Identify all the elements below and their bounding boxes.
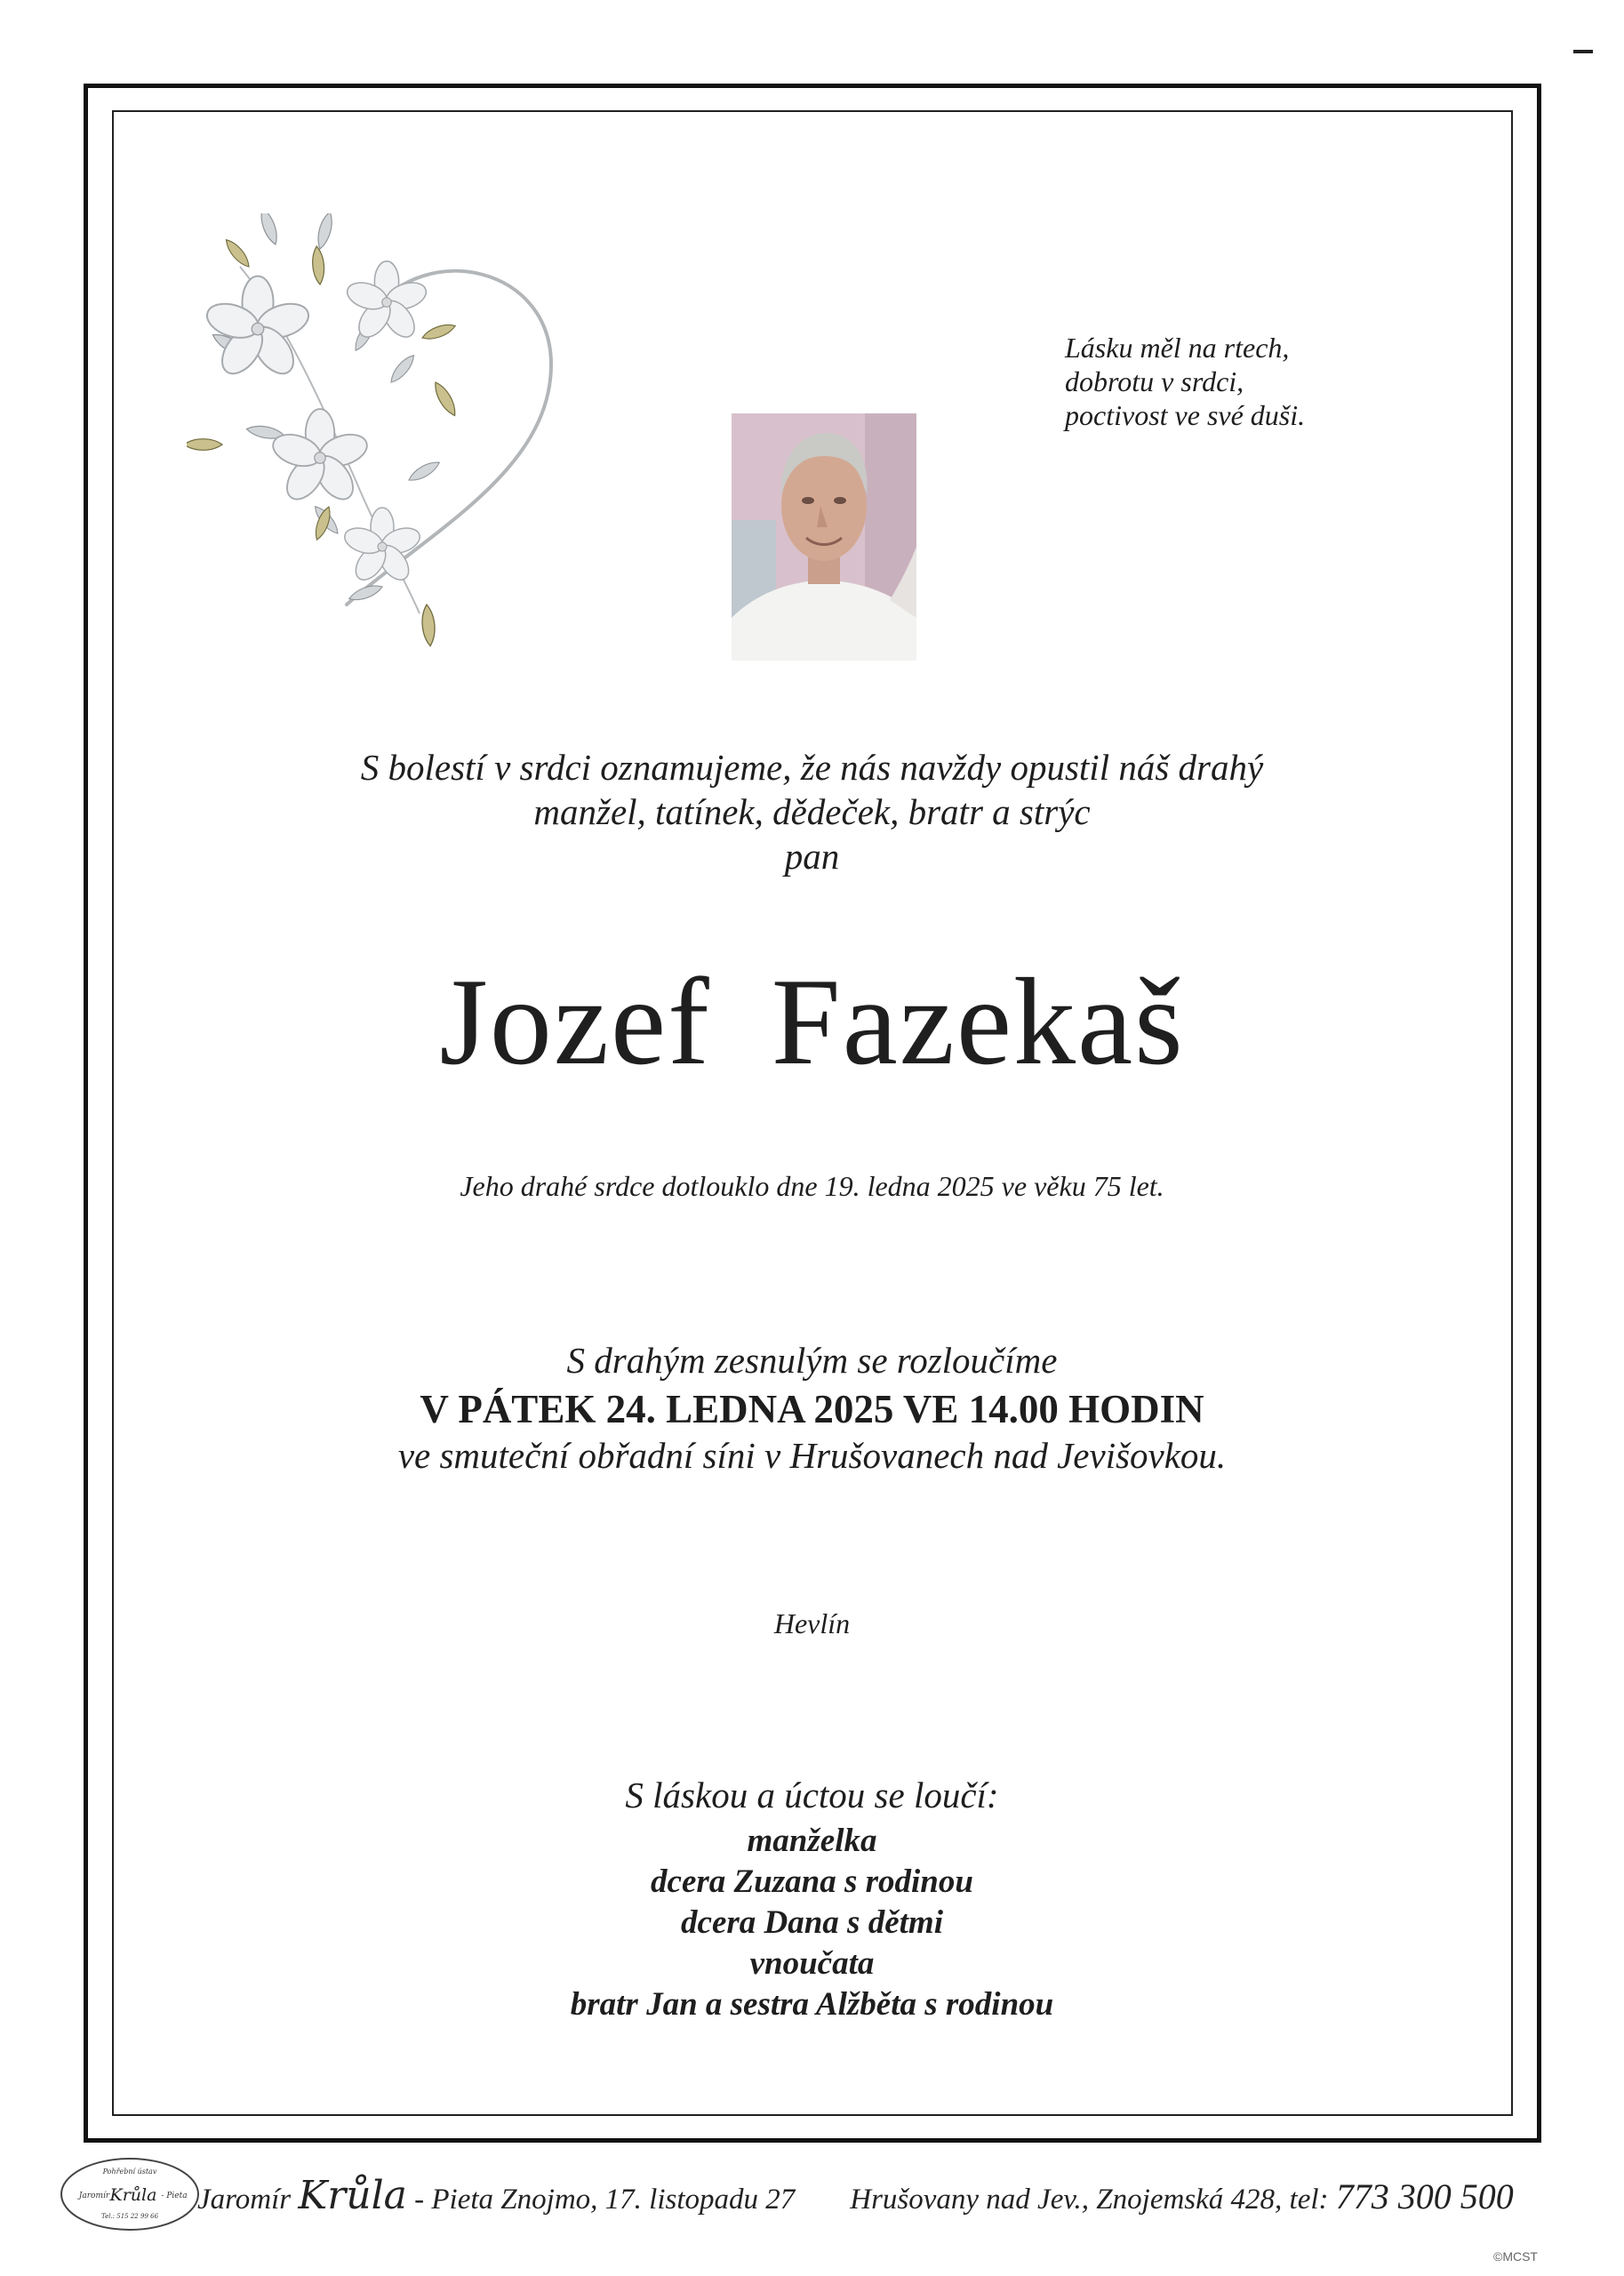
quote-line: poctivost ve své duši. xyxy=(1065,399,1306,431)
funeral-home-logo xyxy=(59,2156,201,2232)
mourner-item: dcera Zuzana s rodinou xyxy=(651,1863,973,1900)
farewell-lead: S láskou a úctou se loučí: xyxy=(625,1775,999,1815)
logo-top-text: Pohřební ústav xyxy=(102,2168,157,2176)
footer-address-znojmo: Znojmo, 17. listopadu 27 xyxy=(500,2184,796,2216)
copyright-mark: ©MCST xyxy=(1493,2249,1538,2264)
ceremony-date-time: V PÁTEK 24. LEDNA 2025 VE 14.00 HODIN xyxy=(420,1387,1204,1431)
intro-line: pan xyxy=(784,836,840,877)
mourner-item: bratr Jan a sestra Alžběta s rodinou xyxy=(570,1986,1054,2023)
footer-brand: Krůla xyxy=(298,2173,407,2218)
first-name: Jozef xyxy=(439,953,711,1091)
mourners-list xyxy=(178,1821,1446,2025)
mourner-item: vnoučata xyxy=(749,1945,875,1982)
intro-line: S bolestí v srdci oznamujeme, že nás navždy opustil náš drahý xyxy=(360,747,1264,788)
logo-left-text: Jaromír xyxy=(78,2192,110,2200)
memorial-quote xyxy=(1065,331,1420,432)
logo-right-text: - Pieta xyxy=(161,2192,188,2200)
logo-brand: Krůla xyxy=(109,2185,157,2205)
last-name: Fazekaš xyxy=(771,953,1185,1091)
footer-phone: 773 300 500 xyxy=(1335,2176,1514,2216)
logo-phone: Tel.: 515 22 99 66 xyxy=(100,2213,159,2220)
deceased-name xyxy=(178,951,1446,1094)
mourner-item: dcera Dana s dětmi xyxy=(681,1904,943,1941)
corner-mark xyxy=(1573,50,1593,53)
intro-line: manžel, tatínek, dědeček, bratr a strýc xyxy=(533,791,1091,832)
deceased-portrait xyxy=(732,413,916,661)
footer-contact xyxy=(197,2175,1584,2221)
ceremony-lead: S drahým zesnulým se rozloučíme xyxy=(566,1340,1058,1381)
quote-line: dobrotu v srdci, xyxy=(1065,365,1244,397)
quote-line: Lásku měl na rtech, xyxy=(1065,332,1290,364)
announcement-intro xyxy=(178,745,1446,878)
footer-suffix: - Pieta xyxy=(414,2184,494,2216)
footer-owner: Jaromír xyxy=(197,2184,292,2216)
death-notice: Jeho drahé srdce dotlouklo dne 19. ledna 2025 ve věku 75 let. xyxy=(460,1170,1164,1202)
floral-heart-decoration xyxy=(187,213,649,676)
village-name: Hevlín xyxy=(773,1607,851,1639)
mourner-item: manželka xyxy=(747,1823,877,1859)
ceremony-place: ve smuteční obřadní síni v Hrušovanech nad Jevišovkou. xyxy=(397,1435,1227,1476)
footer-address-hrusovany: Hrušovany nad Jev., Znojemská 428, tel: xyxy=(850,2184,1329,2216)
